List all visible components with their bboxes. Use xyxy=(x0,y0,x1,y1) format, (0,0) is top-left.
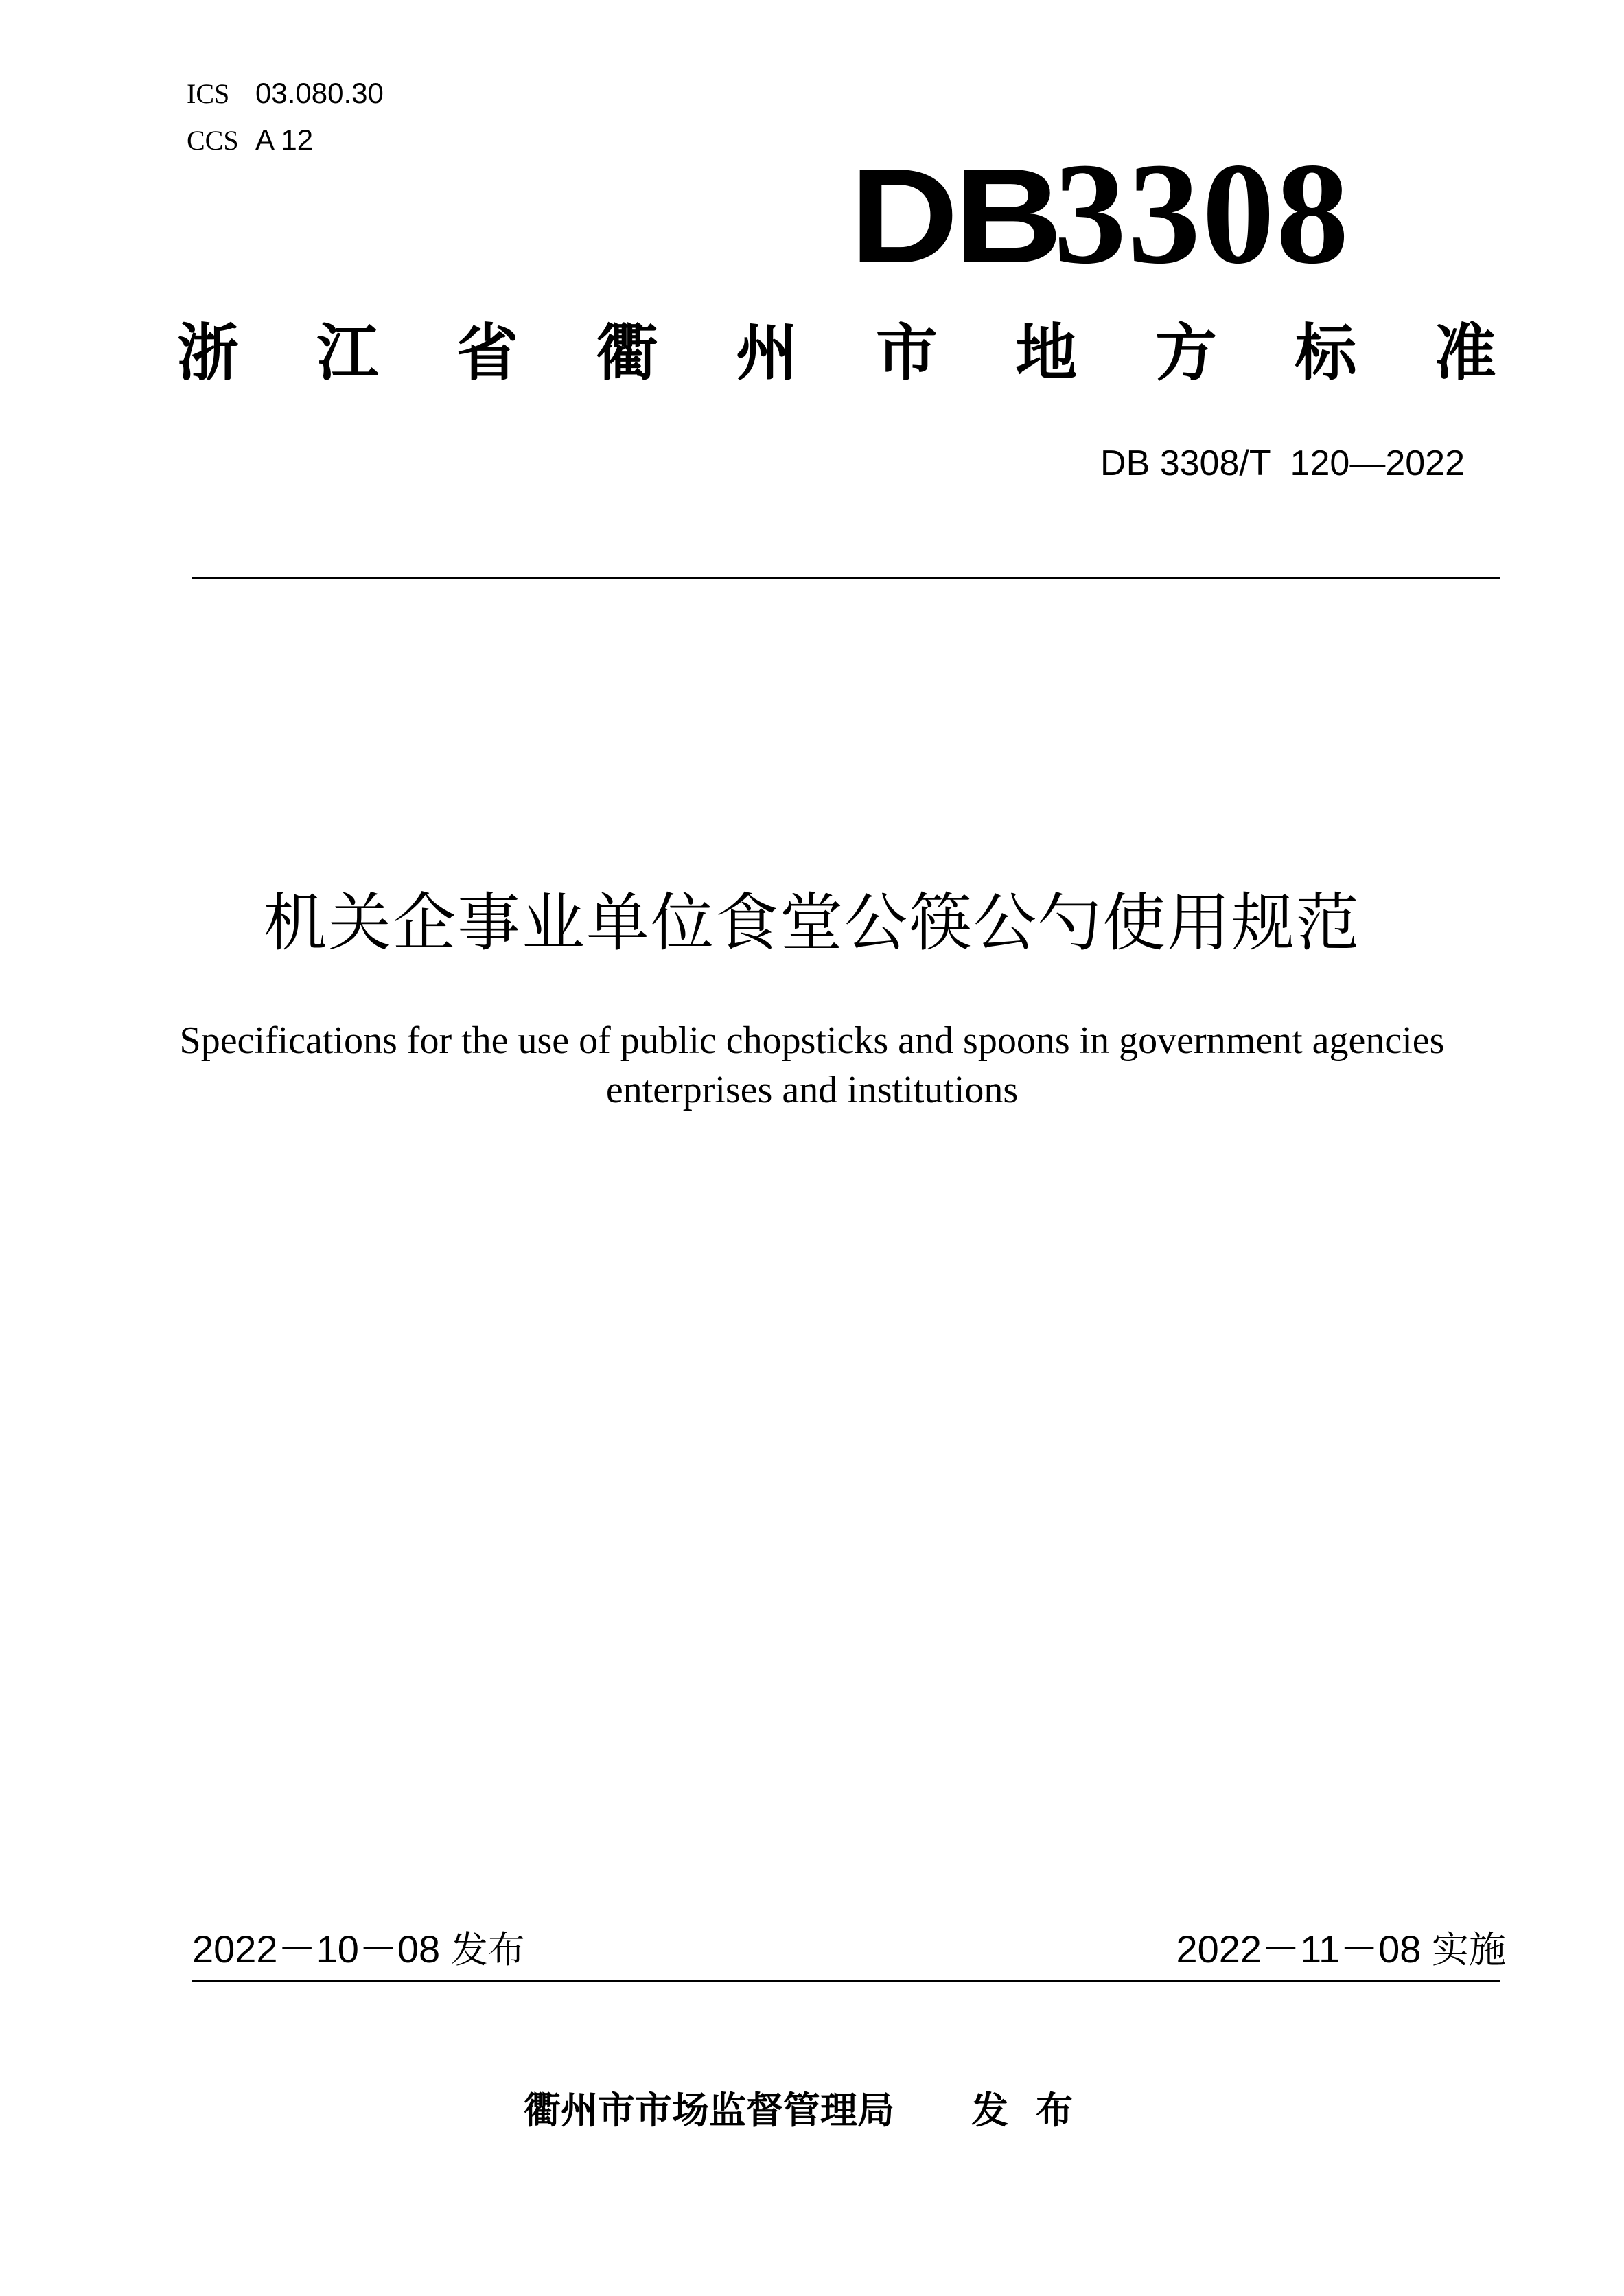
issuer-name: 衢州市市场监督管理局 xyxy=(524,2089,894,2132)
standard-code: DB 3308/T 120—2022 xyxy=(1100,443,1465,483)
standard-mark xyxy=(850,132,1351,294)
standard-mark-letters: DB xyxy=(850,141,1058,291)
ics-label: ICS xyxy=(187,78,230,109)
ccs-row xyxy=(187,124,313,165)
standard-type-char: 州 xyxy=(736,317,798,389)
document-title-english-line: Specifications for the use of public chopsticks and spoons in government agencies xyxy=(179,1019,1445,1062)
document-title: 机关企事业单位食堂公筷公勺使用规范 xyxy=(263,886,1360,960)
standard-type-char: 地 xyxy=(1015,317,1078,389)
implement-date-value: 2022－11－08 xyxy=(1176,1927,1422,1971)
standard-type-char: 市 xyxy=(875,317,938,389)
standard-type-char: 衢 xyxy=(596,317,658,389)
footer-divider xyxy=(192,1980,1500,1982)
release-date xyxy=(192,1922,525,1978)
standard-type-char: 方 xyxy=(1155,317,1217,389)
issuer-line xyxy=(0,2083,1624,2138)
standard-type-char: 省 xyxy=(456,317,519,389)
standard-type-heading xyxy=(177,312,1496,395)
document-title-english xyxy=(0,1016,1624,1115)
implement-label: 实施 xyxy=(1432,1928,1506,1971)
release-date-value: 2022－10－08 xyxy=(192,1927,441,1971)
ccs-label: CCS xyxy=(187,125,239,156)
ics-code: 03.080.30 xyxy=(255,77,384,109)
ics-row xyxy=(187,77,384,118)
header-divider xyxy=(192,577,1500,579)
issuer-action: 发布 xyxy=(971,2089,1100,2132)
standard-mark-number: 3308 xyxy=(1054,132,1351,294)
release-label: 发布 xyxy=(450,1928,525,1971)
standard-type-char: 浙 xyxy=(177,317,239,389)
standard-type-char: 准 xyxy=(1434,317,1496,389)
document-title-english-line: enterprises and institutions xyxy=(605,1069,1019,1111)
implement-date xyxy=(1176,1922,1506,1978)
standard-type-char: 江 xyxy=(316,317,379,389)
ccs-code: A 12 xyxy=(255,124,314,156)
standard-type-char: 标 xyxy=(1295,317,1357,389)
